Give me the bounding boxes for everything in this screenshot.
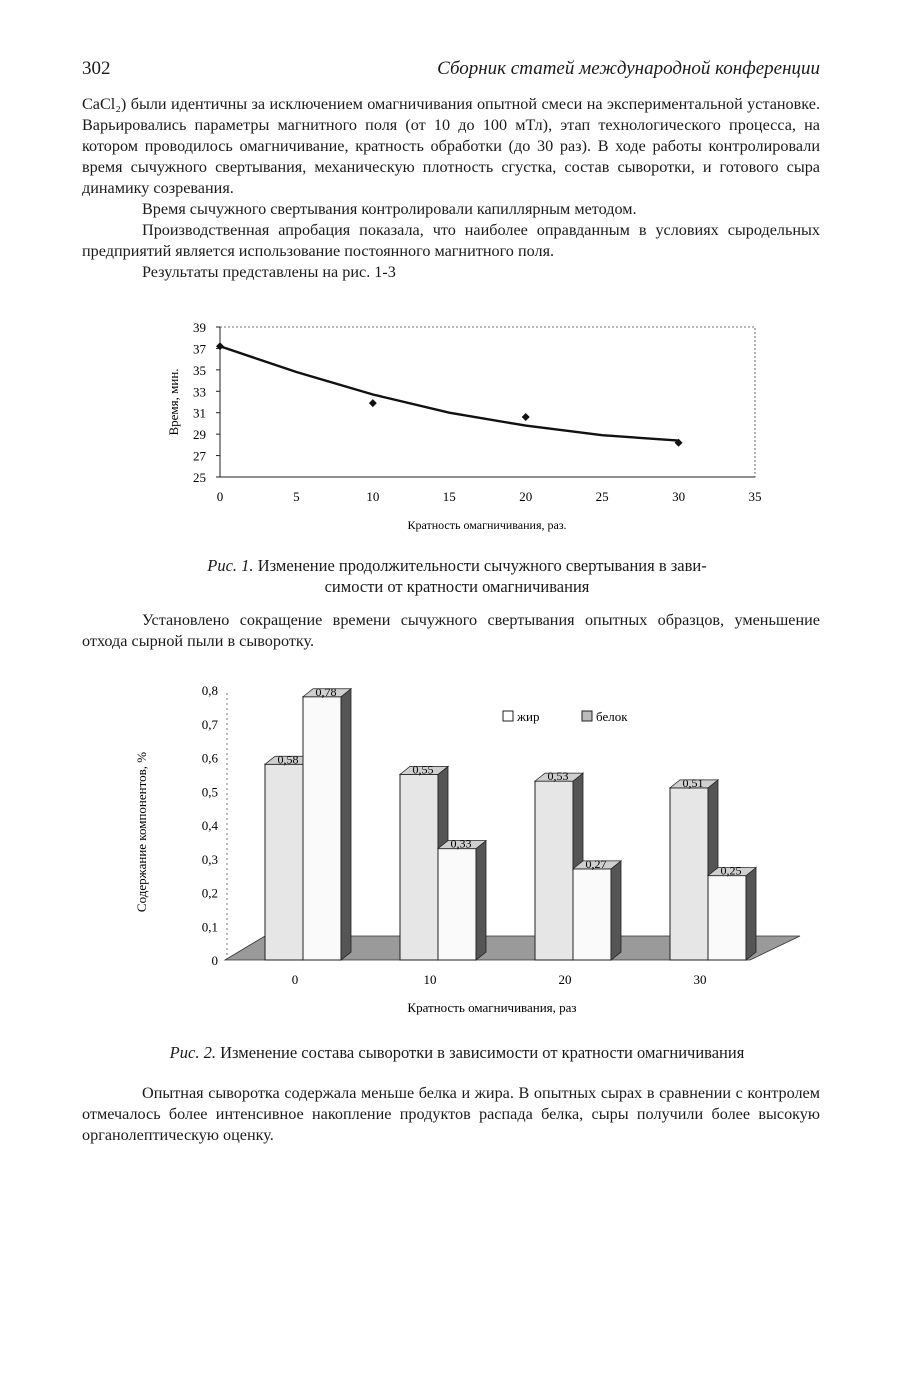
bar-data-label: 0,51	[682, 775, 704, 790]
figure-1-caption-line-2: симости от кратности омагничивания	[324, 577, 590, 596]
x-axis-label: Кратность омагничивания, раз.	[407, 518, 567, 532]
x-tick-label: 30	[693, 972, 707, 987]
x-tick-label: 20	[519, 489, 533, 504]
x-tick-label: 25	[595, 489, 609, 504]
y-tick-label: 29	[193, 427, 206, 443]
bar-protein	[708, 868, 756, 960]
conclusion-text	[82, 1083, 820, 1146]
y-tick-label: 31	[193, 405, 206, 421]
figure-1-label: Рис. 1.	[207, 556, 254, 575]
bar-data-label: 0,25	[720, 863, 742, 878]
y-tick-label: 0,6	[201, 750, 218, 766]
y-tick-label: 0,4	[201, 818, 218, 833]
y-axis-label: Время, мин.	[166, 368, 181, 436]
y-tick-label: 33	[193, 384, 206, 400]
data-point	[369, 399, 377, 407]
running-header: Сборник статей международной конференции	[437, 58, 820, 79]
data-point	[216, 342, 224, 350]
figure-1-caption	[82, 555, 832, 597]
page-number: 302	[82, 58, 111, 79]
y-tick-label: 0,2	[201, 885, 218, 901]
intro-paragraph-3: Производственная апробация показала, что наиболее оправданным в условиях сыродельных предприятий является использование постоянного магнитного поля.	[82, 221, 820, 260]
legend-label-fat: жир	[517, 709, 540, 724]
x-tick-label: 5	[293, 489, 300, 504]
y-tick-label: 0,5	[201, 784, 218, 800]
y-tick-label: 37	[193, 341, 206, 357]
bar-data-label: 0,78	[315, 684, 337, 699]
figure-2-label: Рис. 2.	[169, 1043, 216, 1062]
bar-protein	[303, 689, 351, 960]
bar-data-label: 0,53	[547, 769, 569, 784]
figure-1-caption-line-1: Изменение продолжительности сычужного свертывания в зави-	[257, 556, 707, 575]
y-tick-label: 0,1	[201, 919, 218, 935]
bar-protein	[438, 841, 486, 960]
intro-text	[82, 94, 820, 283]
x-tick-label: 0	[291, 972, 299, 987]
x-tick-label: 30	[672, 489, 686, 504]
y-tick-label: 0,3	[201, 851, 218, 867]
trendline	[220, 346, 679, 440]
legend	[503, 709, 628, 724]
bar-data-label: 0,55	[412, 762, 434, 777]
legend-label-protein: белок	[596, 709, 628, 724]
bar-data-label: 0,27	[585, 856, 607, 871]
intro-paragraph-4: Результаты представлены на рис. 1-3	[142, 263, 396, 281]
conclusion-paragraph: Опытная сыворотка содержала меньше белка и жира. В опытных сырах в сравнении с контролем отмечалось более интенсивное накопление продуктов распада белка, сыры получили более высокую органолептическую оценку.	[82, 1084, 820, 1144]
legend-swatch-fat	[503, 711, 513, 721]
middle-text	[82, 610, 820, 652]
y-tick-label: 25	[193, 470, 206, 485]
y-tick-label: 27	[193, 448, 206, 464]
figure-2-caption-text: Изменение состава сыворотки в зависимости от кратности омагничивания	[220, 1043, 745, 1062]
bar-protein	[573, 861, 621, 960]
x-axis-label: Кратность омагничивания, раз	[407, 1000, 577, 1015]
x-tick-label: 10	[366, 489, 380, 504]
figure-1-chart	[150, 315, 790, 540]
figure-2-caption	[82, 1042, 832, 1063]
y-tick-label: 0,7	[201, 716, 218, 732]
x-tick-label: 20	[558, 972, 572, 987]
x-tick-label: 15	[442, 489, 456, 504]
plot-area-frame	[220, 327, 755, 477]
y-tick-label: 0	[211, 953, 218, 968]
y-tick-label: 39	[193, 320, 206, 335]
y-tick-label: 35	[193, 362, 206, 378]
x-tick-label: 35	[748, 489, 762, 504]
x-tick-label: 0	[216, 489, 224, 504]
bar-data-label: 0,33	[450, 836, 472, 851]
middle-paragraph: Установлено сокращение времени сычужного свертывания опытных образцов, уменьшение отхода сырной пыли в сыворотку.	[82, 611, 820, 650]
x-tick-label: 10	[423, 972, 437, 987]
data-point	[522, 413, 530, 421]
figure-2-chart	[130, 660, 820, 1025]
y-tick-label: 0,8	[201, 683, 218, 698]
intro-paragraph-1: CaCl₂) были идентичны за исключением омагничивания опытной смеси на экспериментальной установке. Варьировались параметры магнитного поля (от 10 до 100 мТл), этап технологического процесса, на котором проводилось омагничивание, кратность обработки (до 30 раз). В ходе работы контролировали время сычужного свертывания, механическую плотность сгустка, состав сыворотки, и готового сыра динамику созревания.	[82, 95, 820, 197]
bar-data-label: 0,58	[277, 752, 299, 767]
legend-swatch-protein	[582, 711, 592, 721]
intro-paragraph-2: Время сычужного свертывания контролировали капиллярным методом.	[142, 200, 637, 218]
y-axis-label: Содержание компонентов, %	[134, 751, 149, 913]
